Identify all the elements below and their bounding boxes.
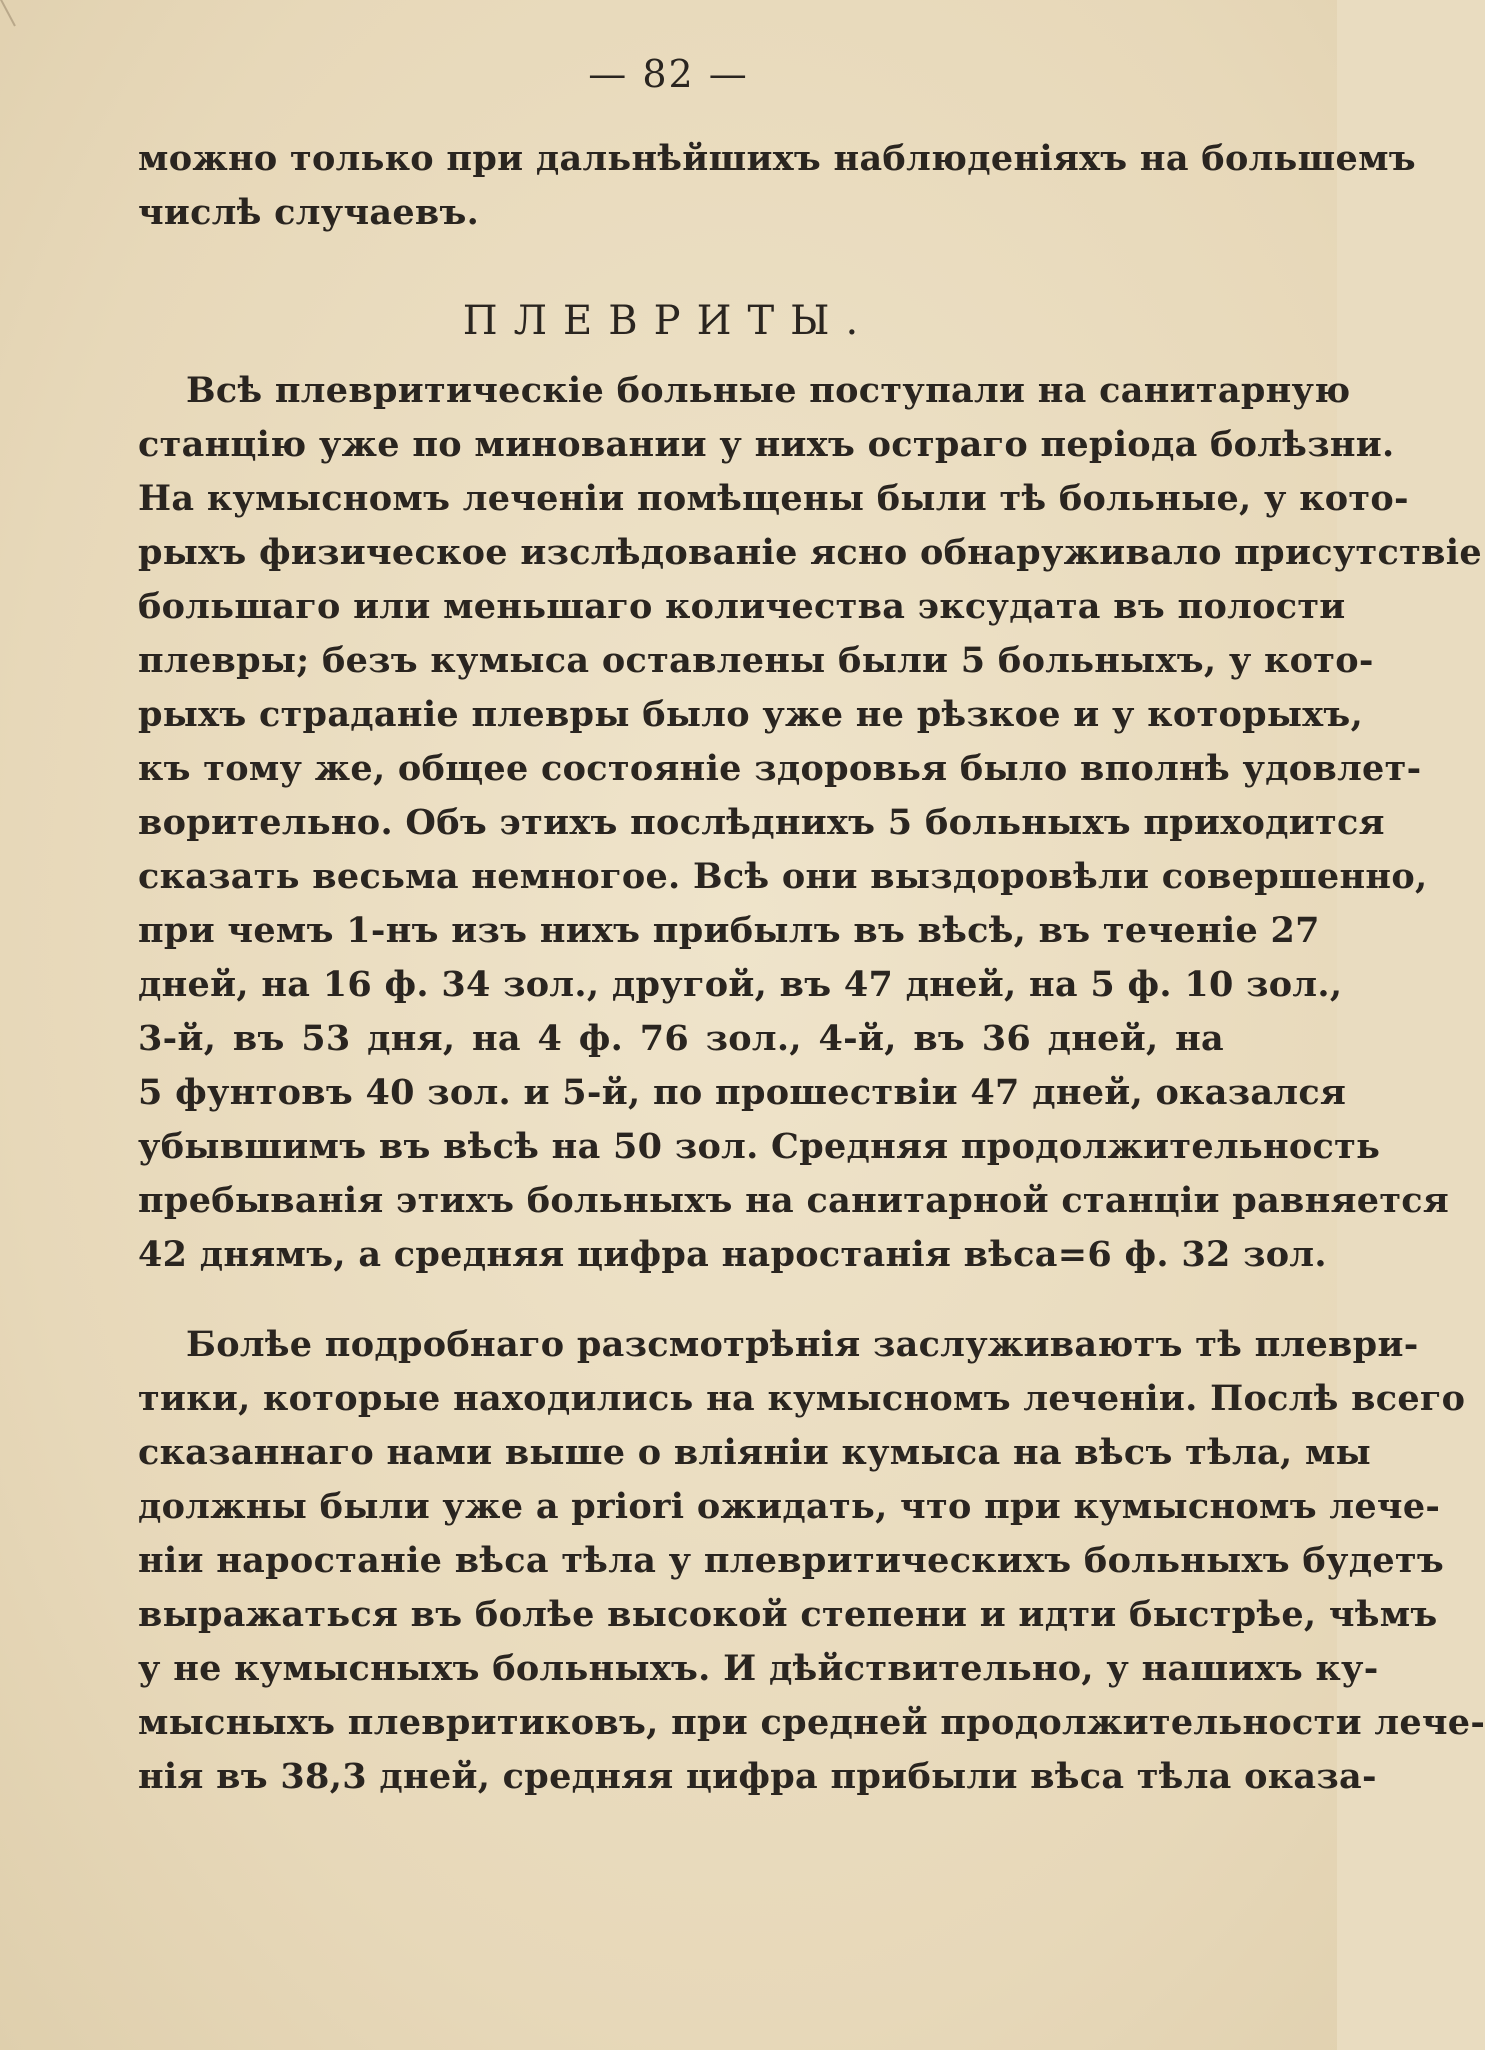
text-line: должны были уже a priori ожидать, что при кумысномъ лече- — [138, 1486, 1441, 1527]
text-line: большаго или меньшаго количества эксудата въ полости — [138, 586, 1346, 627]
text-line: у не кумысныхъ больныхъ. И дѣйствительно, у нашихъ ку- — [138, 1648, 1379, 1689]
text-line: станцiю уже по миновании у нихъ остраго перiода болѣзни. — [138, 424, 1395, 465]
intro-text — [138, 132, 1416, 240]
page-corner-fold — [0, 0, 42, 26]
paragraph-1 — [138, 364, 1482, 1282]
text-line: мысныхъ плевритиковъ, при средней продолжительности лече- — [138, 1702, 1485, 1743]
text-line: нiи наростанiе вѣса тѣла у плевритическихъ больныхъ будетъ — [138, 1540, 1445, 1581]
text-line: рыхъ страданiе плевры было уже не рѣзкое и у которыхъ, — [138, 694, 1364, 735]
text-line: 42 днямъ, а средняя цифра наростанiя вѣса=6 ф. 32 зол. — [138, 1234, 1327, 1275]
section-heading: ПЛЕВРИТЫ. — [462, 298, 875, 344]
text-line: сказать весьма немногое. Всѣ они выздоровѣли совершенно, — [138, 856, 1428, 897]
text-line: тики, которые находились на кумысномъ леченiи. Послѣ всего — [138, 1378, 1466, 1419]
text-line: къ тому же, общее состоянiе здоровья было вполнѣ удовлет- — [138, 748, 1422, 789]
text-line: пребыванiя этихъ больныхъ на санитарной станцiи равняется — [138, 1180, 1450, 1221]
text-line: числѣ случаевъ. — [138, 192, 480, 233]
text-line: при чемъ 1-нъ изъ нихъ прибылъ въ вѣсѣ, въ теченiе 27 — [138, 910, 1320, 951]
text-line: Всѣ плевритическiе больные поступали на санитарную — [186, 370, 1351, 411]
paragraph-2 — [138, 1318, 1485, 1804]
text-line: плевры; безъ кумыса оставлены были 5 больныхъ, у кото- — [138, 640, 1374, 681]
text-line: 3-й, въ 53 дня, на 4 ф. 76 зол., 4-й, въ 36 дней, на — [138, 1018, 1224, 1059]
text-line: Болѣе подробнаго разсмотрѣнiя заслуживаютъ тѣ плеври- — [186, 1324, 1419, 1365]
text-line: дней, на 16 ф. 34 зол., другой, въ 47 дней, на 5 ф. 10 зол., — [138, 964, 1343, 1005]
text-line: можно только при дальнѣйшихъ наблюденiяхъ на большемъ — [138, 138, 1416, 179]
text-line: выражаться въ болѣе высокой степени и идти быстрѣе, чѣмъ — [138, 1594, 1438, 1635]
text-line: нiя въ 38,3 дней, средняя цифра прибыли вѣса тѣла оказа- — [138, 1756, 1377, 1797]
text-line: На кумысномъ леченiи помѣщены были тѣ больные, у кото- — [138, 478, 1409, 519]
text-line: ворительно. Объ этихъ послѣднихъ 5 больныхъ приходится — [138, 802, 1385, 843]
text-line: 5 фунтовъ 40 зол. и 5-й, по прошествiи 47 дней, оказался — [138, 1072, 1347, 1113]
text-line: сказаннаго нами выше о влiянiи кумыса на вѣсъ тѣла, мы — [138, 1432, 1372, 1473]
page-number: — 82 — — [588, 52, 749, 96]
text-line: рыхъ физическое изслѣдованiе ясно обнаруживало присутствiе — [138, 532, 1482, 573]
text-line: убывшимъ въ вѣсѣ на 50 зол. Средняя продолжительность — [138, 1126, 1381, 1167]
